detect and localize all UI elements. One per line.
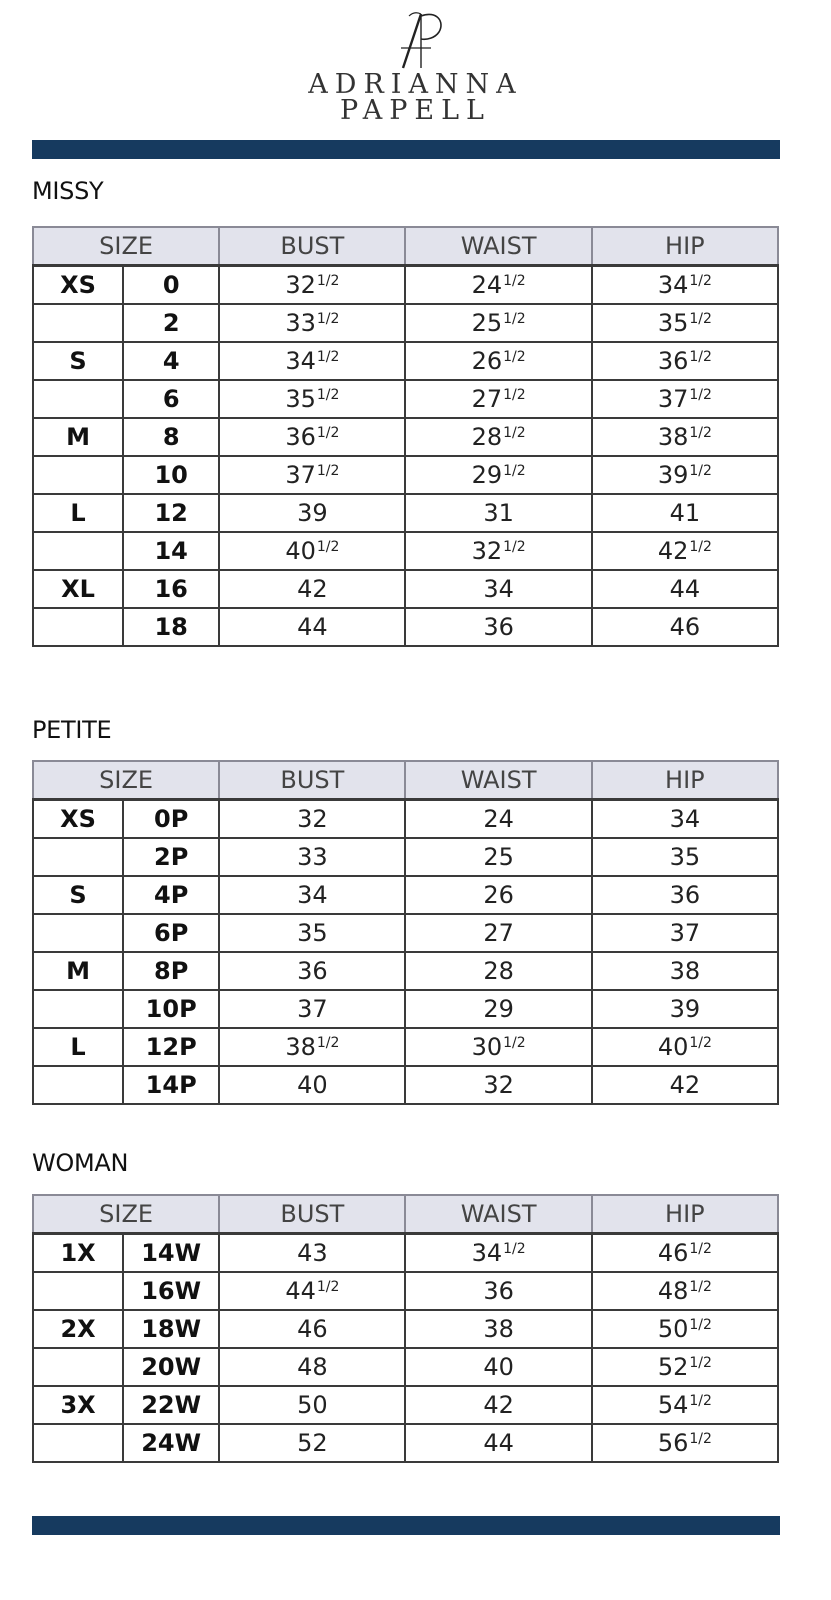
hip-value: 52 xyxy=(657,1353,689,1381)
hip-fraction: 1/2 xyxy=(689,1431,712,1447)
hip-cell xyxy=(592,838,778,876)
waist-cell xyxy=(405,1028,591,1066)
column-header-bust: BUST xyxy=(219,227,405,266)
hip-value: 50 xyxy=(657,1315,689,1343)
monogram-ap-icon xyxy=(381,6,451,72)
size-letter-cell: L xyxy=(33,1028,123,1066)
hip-value: 37 xyxy=(657,385,689,413)
bust-cell xyxy=(219,914,405,952)
size-letter-cell xyxy=(33,838,123,876)
size-letter-cell xyxy=(33,1272,123,1310)
column-header-waist: WAIST xyxy=(405,1195,591,1234)
table-header-row xyxy=(33,227,778,266)
size-letter-cell xyxy=(33,304,123,342)
size-letter-cell: XS xyxy=(33,266,123,305)
hip-value: 42 xyxy=(657,537,689,565)
waist-value: 25 xyxy=(483,843,514,871)
hip-value: 40 xyxy=(657,1033,689,1061)
bust-cell xyxy=(219,1424,405,1462)
size-letter-cell: XS xyxy=(33,800,123,839)
waist-value: 28 xyxy=(471,423,503,451)
hip-value: 36 xyxy=(657,347,689,375)
size-number-cell: 4P xyxy=(123,876,219,914)
table-row xyxy=(33,1424,778,1462)
bust-value: 40 xyxy=(285,537,316,565)
table-header-row xyxy=(33,1195,778,1234)
hip-fraction: 1/2 xyxy=(689,463,712,479)
bust-value: 32 xyxy=(285,271,316,299)
bust-cell xyxy=(219,304,405,342)
hip-cell xyxy=(592,1272,778,1310)
column-header-hip: HIP xyxy=(592,761,778,800)
hip-fraction: 1/2 xyxy=(689,311,712,327)
hip-cell xyxy=(592,342,778,380)
waist-value: 32 xyxy=(471,537,503,565)
size-letter-cell: XL xyxy=(33,570,123,608)
size-letter-cell: 2X xyxy=(33,1310,123,1348)
bust-value: 33 xyxy=(297,843,328,871)
bust-fraction: 1/2 xyxy=(316,1035,340,1051)
waist-cell xyxy=(405,266,591,305)
size-number-cell: 16 xyxy=(123,570,219,608)
waist-cell xyxy=(405,304,591,342)
bust-cell xyxy=(219,1234,405,1273)
hip-value: 54 xyxy=(657,1391,689,1419)
bust-cell xyxy=(219,952,405,990)
bust-cell xyxy=(219,838,405,876)
size-number-cell: 6 xyxy=(123,380,219,418)
bust-value: 36 xyxy=(285,423,316,451)
table-row xyxy=(33,1348,778,1386)
bust-value: 34 xyxy=(285,347,316,375)
column-header-size: SIZE xyxy=(33,1195,219,1234)
hip-cell xyxy=(592,800,778,839)
waist-value: 44 xyxy=(483,1429,514,1457)
bust-value: 37 xyxy=(297,995,328,1023)
hip-cell xyxy=(592,532,778,570)
column-header-hip: HIP xyxy=(592,1195,778,1234)
waist-fraction: 1/2 xyxy=(503,387,526,403)
size-letter-cell xyxy=(33,1424,123,1462)
size-number-cell: 6P xyxy=(123,914,219,952)
size-letter-cell: S xyxy=(33,876,123,914)
bust-value: 36 xyxy=(297,957,328,985)
size-letter-cell xyxy=(33,1066,123,1104)
section-title-missy: MISSY xyxy=(32,177,104,205)
hip-fraction: 1/2 xyxy=(689,539,712,555)
waist-value: 42 xyxy=(483,1391,514,1419)
waist-fraction: 1/2 xyxy=(503,1241,526,1257)
size-letter-cell: 3X xyxy=(33,1386,123,1424)
hip-value: 42 xyxy=(669,1071,701,1099)
size-number-cell: 20W xyxy=(123,1348,219,1386)
hip-value: 39 xyxy=(669,995,701,1023)
waist-cell xyxy=(405,1272,591,1310)
hip-cell xyxy=(592,1386,778,1424)
hip-value: 48 xyxy=(657,1277,689,1305)
waist-value: 34 xyxy=(483,575,514,603)
hip-fraction: 1/2 xyxy=(689,1279,712,1295)
hip-cell xyxy=(592,266,778,305)
bust-fraction: 1/2 xyxy=(316,311,340,327)
waist-cell xyxy=(405,342,591,380)
bust-cell xyxy=(219,1348,405,1386)
bust-cell xyxy=(219,418,405,456)
table-row xyxy=(33,1310,778,1348)
waist-cell xyxy=(405,608,591,646)
hip-cell xyxy=(592,304,778,342)
bust-cell xyxy=(219,494,405,532)
bust-cell xyxy=(219,532,405,570)
hip-value: 36 xyxy=(669,881,701,909)
size-number-cell: 0 xyxy=(123,266,219,305)
column-header-bust: BUST xyxy=(219,1195,405,1234)
waist-value: 26 xyxy=(483,881,514,909)
size-number-cell: 12P xyxy=(123,1028,219,1066)
bust-fraction: 1/2 xyxy=(316,1279,340,1295)
hip-fraction: 1/2 xyxy=(689,349,712,365)
size-number-cell: 2 xyxy=(123,304,219,342)
size-letter-cell: L xyxy=(33,494,123,532)
waist-fraction: 1/2 xyxy=(503,539,526,555)
table-row xyxy=(33,380,778,418)
waist-value: 27 xyxy=(483,919,514,947)
size-letter-cell xyxy=(33,990,123,1028)
bust-cell xyxy=(219,800,405,839)
waist-value: 38 xyxy=(483,1315,514,1343)
size-number-cell: 18 xyxy=(123,608,219,646)
waist-cell xyxy=(405,1066,591,1104)
bust-value: 52 xyxy=(297,1429,328,1457)
waist-cell xyxy=(405,800,591,839)
waist-value: 28 xyxy=(483,957,514,985)
size-number-cell: 0P xyxy=(123,800,219,839)
bust-fraction: 1/2 xyxy=(316,273,340,289)
waist-fraction: 1/2 xyxy=(503,311,526,327)
waist-cell xyxy=(405,418,591,456)
waist-value: 30 xyxy=(471,1033,503,1061)
waist-fraction: 1/2 xyxy=(503,425,526,441)
size-number-cell: 16W xyxy=(123,1272,219,1310)
column-header-hip: HIP xyxy=(592,227,778,266)
bust-value: 44 xyxy=(285,1277,316,1305)
waist-cell xyxy=(405,952,591,990)
size-letter-cell xyxy=(33,1348,123,1386)
hip-value: 35 xyxy=(657,309,689,337)
hip-cell xyxy=(592,570,778,608)
waist-cell xyxy=(405,1234,591,1273)
bust-value: 37 xyxy=(285,461,316,489)
hip-cell xyxy=(592,456,778,494)
size-number-cell: 24W xyxy=(123,1424,219,1462)
hip-fraction: 1/2 xyxy=(689,387,712,403)
table-row xyxy=(33,800,778,839)
hip-value: 38 xyxy=(657,423,689,451)
table-row xyxy=(33,494,778,532)
waist-cell xyxy=(405,570,591,608)
size-letter-cell: S xyxy=(33,342,123,380)
size-number-cell: 14P xyxy=(123,1066,219,1104)
table-row xyxy=(33,608,778,646)
hip-fraction: 1/2 xyxy=(689,1035,712,1051)
waist-fraction: 1/2 xyxy=(503,273,526,289)
size-number-cell: 12 xyxy=(123,494,219,532)
hip-value: 38 xyxy=(669,957,701,985)
hip-value: 41 xyxy=(669,499,701,527)
bust-cell xyxy=(219,456,405,494)
waist-value: 26 xyxy=(471,347,503,375)
column-header-waist: WAIST xyxy=(405,227,591,266)
hip-cell xyxy=(592,1424,778,1462)
table-row xyxy=(33,418,778,456)
hip-value: 39 xyxy=(657,461,689,489)
size-letter-cell: 1X xyxy=(33,1234,123,1273)
bust-value: 38 xyxy=(285,1033,316,1061)
bust-value: 35 xyxy=(297,919,328,947)
hip-value: 46 xyxy=(669,613,701,641)
bust-cell xyxy=(219,266,405,305)
bust-cell xyxy=(219,570,405,608)
bust-value: 35 xyxy=(285,385,316,413)
waist-value: 24 xyxy=(483,805,514,833)
bust-value: 32 xyxy=(297,805,328,833)
bust-cell xyxy=(219,1310,405,1348)
size-letter-cell xyxy=(33,532,123,570)
hip-value: 34 xyxy=(657,271,689,299)
size-letter-cell xyxy=(33,456,123,494)
waist-value: 34 xyxy=(471,1239,503,1267)
hip-fraction: 1/2 xyxy=(689,273,712,289)
bust-value: 40 xyxy=(297,1071,328,1099)
waist-value: 29 xyxy=(483,995,514,1023)
waist-cell xyxy=(405,1348,591,1386)
waist-value: 29 xyxy=(471,461,503,489)
table-row xyxy=(33,1234,778,1273)
table-row xyxy=(33,838,778,876)
brand-name-line1: ADRIANNA xyxy=(308,69,523,100)
bust-cell xyxy=(219,1066,405,1104)
table-row xyxy=(33,342,778,380)
waist-value: 32 xyxy=(483,1071,514,1099)
brand-name-line2: PAPELL xyxy=(340,95,491,126)
bust-cell xyxy=(219,1386,405,1424)
hip-cell xyxy=(592,418,778,456)
bust-value: 43 xyxy=(297,1239,328,1267)
size-letter-cell xyxy=(33,914,123,952)
bust-value: 34 xyxy=(297,881,328,909)
size-number-cell: 14 xyxy=(123,532,219,570)
waist-cell xyxy=(405,990,591,1028)
size-letter-cell: M xyxy=(33,418,123,456)
table-row xyxy=(33,532,778,570)
hip-cell xyxy=(592,1028,778,1066)
size-number-cell: 14W xyxy=(123,1234,219,1273)
table-row xyxy=(33,876,778,914)
top-divider-bar xyxy=(32,140,780,159)
table-header-row xyxy=(33,761,778,800)
waist-cell xyxy=(405,532,591,570)
hip-cell xyxy=(592,914,778,952)
size-table-missy xyxy=(32,226,779,647)
waist-cell xyxy=(405,456,591,494)
waist-cell xyxy=(405,838,591,876)
waist-value: 25 xyxy=(471,309,503,337)
size-table-woman xyxy=(32,1194,779,1463)
bust-cell xyxy=(219,1272,405,1310)
waist-cell xyxy=(405,1424,591,1462)
size-number-cell: 4 xyxy=(123,342,219,380)
table-row xyxy=(33,304,778,342)
column-header-bust: BUST xyxy=(219,761,405,800)
waist-cell xyxy=(405,914,591,952)
table-row xyxy=(33,952,778,990)
hip-fraction: 1/2 xyxy=(689,1393,712,1409)
size-number-cell: 18W xyxy=(123,1310,219,1348)
bust-value: 44 xyxy=(297,613,328,641)
bottom-divider-bar xyxy=(32,1516,780,1535)
table-row xyxy=(33,266,778,305)
bust-value: 42 xyxy=(297,575,328,603)
table-row xyxy=(33,456,778,494)
waist-cell xyxy=(405,876,591,914)
size-number-cell: 10 xyxy=(123,456,219,494)
bust-cell xyxy=(219,608,405,646)
waist-cell xyxy=(405,380,591,418)
bust-cell xyxy=(219,990,405,1028)
size-number-cell: 2P xyxy=(123,838,219,876)
hip-cell xyxy=(592,1310,778,1348)
hip-cell xyxy=(592,1348,778,1386)
table-row xyxy=(33,990,778,1028)
waist-value: 27 xyxy=(471,385,503,413)
size-number-cell: 22W xyxy=(123,1386,219,1424)
hip-value: 35 xyxy=(669,843,701,871)
waist-fraction: 1/2 xyxy=(503,463,526,479)
hip-value: 34 xyxy=(669,805,701,833)
waist-fraction: 1/2 xyxy=(503,1035,526,1051)
size-number-cell: 8P xyxy=(123,952,219,990)
waist-cell xyxy=(405,494,591,532)
hip-fraction: 1/2 xyxy=(689,1355,712,1371)
table-row xyxy=(33,1028,778,1066)
bust-value: 48 xyxy=(297,1353,328,1381)
table-row xyxy=(33,914,778,952)
hip-fraction: 1/2 xyxy=(689,1317,712,1333)
bust-fraction: 1/2 xyxy=(316,425,340,441)
size-number-cell: 10P xyxy=(123,990,219,1028)
waist-value: 24 xyxy=(471,271,503,299)
column-header-waist: WAIST xyxy=(405,761,591,800)
section-title-petite: PETITE xyxy=(32,716,112,744)
waist-value: 36 xyxy=(483,613,514,641)
hip-fraction: 1/2 xyxy=(689,1241,712,1257)
table-row xyxy=(33,1066,778,1104)
hip-value: 37 xyxy=(669,919,701,947)
hip-cell xyxy=(592,990,778,1028)
column-header-size: SIZE xyxy=(33,761,219,800)
waist-value: 40 xyxy=(483,1353,514,1381)
bust-cell xyxy=(219,876,405,914)
hip-value: 44 xyxy=(669,575,701,603)
size-table-petite xyxy=(32,760,779,1105)
size-letter-cell xyxy=(33,608,123,646)
waist-value: 31 xyxy=(483,499,514,527)
hip-cell xyxy=(592,1234,778,1273)
hip-fraction: 1/2 xyxy=(689,425,712,441)
table-row xyxy=(33,570,778,608)
bust-value: 50 xyxy=(297,1391,328,1419)
bust-fraction: 1/2 xyxy=(316,349,340,365)
hip-cell xyxy=(592,494,778,532)
bust-cell xyxy=(219,380,405,418)
table-row xyxy=(33,1272,778,1310)
waist-cell xyxy=(405,1310,591,1348)
section-title-woman: WOMAN xyxy=(32,1149,129,1177)
bust-value: 39 xyxy=(297,499,328,527)
table-row xyxy=(33,1386,778,1424)
brand-logo xyxy=(0,6,831,124)
waist-fraction: 1/2 xyxy=(503,349,526,365)
bust-fraction: 1/2 xyxy=(316,539,340,555)
size-number-cell: 8 xyxy=(123,418,219,456)
bust-value: 46 xyxy=(297,1315,328,1343)
hip-cell xyxy=(592,1066,778,1104)
bust-cell xyxy=(219,342,405,380)
bust-cell xyxy=(219,1028,405,1066)
size-letter-cell xyxy=(33,380,123,418)
bust-fraction: 1/2 xyxy=(316,387,340,403)
bust-value: 33 xyxy=(285,309,316,337)
waist-value: 36 xyxy=(483,1277,514,1305)
hip-value: 46 xyxy=(657,1239,689,1267)
hip-value: 56 xyxy=(657,1429,689,1457)
hip-cell xyxy=(592,380,778,418)
bust-fraction: 1/2 xyxy=(316,463,340,479)
waist-cell xyxy=(405,1386,591,1424)
hip-cell xyxy=(592,952,778,990)
hip-cell xyxy=(592,608,778,646)
size-letter-cell: M xyxy=(33,952,123,990)
hip-cell xyxy=(592,876,778,914)
column-header-size: SIZE xyxy=(33,227,219,266)
